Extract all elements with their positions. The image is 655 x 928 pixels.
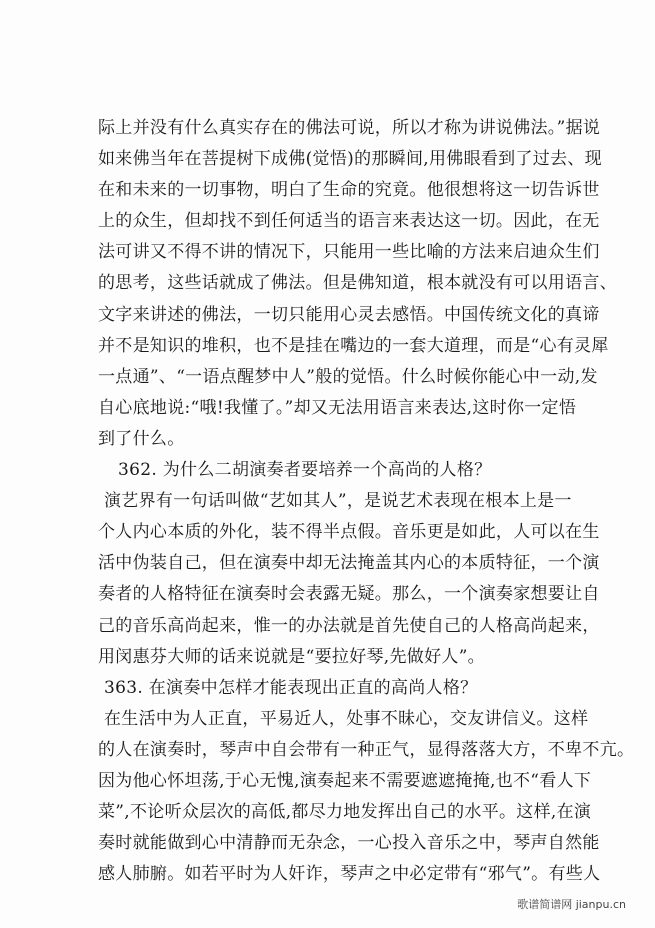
text-line: 因为他心怀坦荡,于心无愧,演奏起来不需要遮遮掩掩,也不“看人下 <box>98 770 592 791</box>
text-line: 的人在演奏时，琴声中自会带有一种正气，显得落落大方，不卑不亢。 <box>98 739 635 760</box>
text-line: 己的音乐高尚起来，惟一的办法就是首先使自己的人格高尚起来， <box>98 615 600 636</box>
paragraph-first-line: 演艺界有一句话叫做“艺如其人”，是说艺术表现在根本上是一 <box>104 491 572 512</box>
paragraph-first-line: 在生活中为人正直，平易近人，处事不昧心，交友讲信义。这样 <box>104 708 589 729</box>
text-line: 一点通”、“一语点醒梦中人”般的觉悟。什么时候你能心中一动,发 <box>98 366 598 387</box>
watermark-footer: 歌谱简谱网 jianpu.cn <box>517 898 626 911</box>
text-line: 个人内心本质的外化，装不得半点假。音乐更是如此，人可以在生 <box>98 522 600 543</box>
body-text <box>98 113 635 890</box>
question-heading: 362. 为什么二胡演奏者要培养一个高尚的人格？ <box>118 460 492 481</box>
question-heading: 363. 在演奏中怎样才能表现出正直的高尚人格？ <box>104 677 478 698</box>
text-line: 感人肺腑。如若平时为人奸诈，琴声之中必定带有“邪气”。有些人 <box>98 864 601 885</box>
text-line: 用闵惠芬大师的话来说就是“要拉好琴,先做好人”。 <box>98 646 485 667</box>
text-line: 上的众生，但却找不到任何适当的语言来表达这一切。因此，在无 <box>98 211 600 232</box>
text-line: 际上并没有什么真实存在的佛法可说，所以才称为讲说佛法。”据说 <box>98 118 601 138</box>
text-line: 如来佛当年在菩提树下成佛(觉悟)的那瞬间,用佛眼看到了过去、现 <box>98 149 602 170</box>
text-line: 在和未来的一切事物，明白了生命的究竟。他很想将这一切告诉世 <box>98 180 600 201</box>
text-line: 奏者的人格特征在演奏时会表露无疑。那么，一个演奏家想要让自 <box>98 584 600 605</box>
text-line: 活中伪装自己，但在演奏中却无法掩盖其内心的本质特征，一个演 <box>98 553 600 574</box>
text-line: 文字来讲述的佛法，一切只能用心灵去感悟。中国传统文化的真谛 <box>98 304 600 325</box>
text-line: 法可讲又不得不讲的情况下，只能用一些比喻的方法来启迪众生们 <box>98 242 600 263</box>
text-line: 奏时就能做到心中清静而无杂念，一心投入音乐之中，琴声自然能 <box>98 833 600 854</box>
text-line: 菜”,不论听众层次的高低,都尽力地发挥出自己的水平。这样,在演 <box>98 802 592 823</box>
text-line: 的思考，这些话就成了佛法。但是佛知道，根本就没有可以用语言、 <box>98 273 617 294</box>
text-line: 到了什么。 <box>98 428 185 449</box>
text-line: 并不是知识的堆积，也不是挂在嘴边的一套大道理，而是“心有灵犀 <box>98 335 609 356</box>
text-line: 自心底地说:“哦!我懂了。”却又无法用语言来表达,这时你一定悟 <box>98 397 577 418</box>
